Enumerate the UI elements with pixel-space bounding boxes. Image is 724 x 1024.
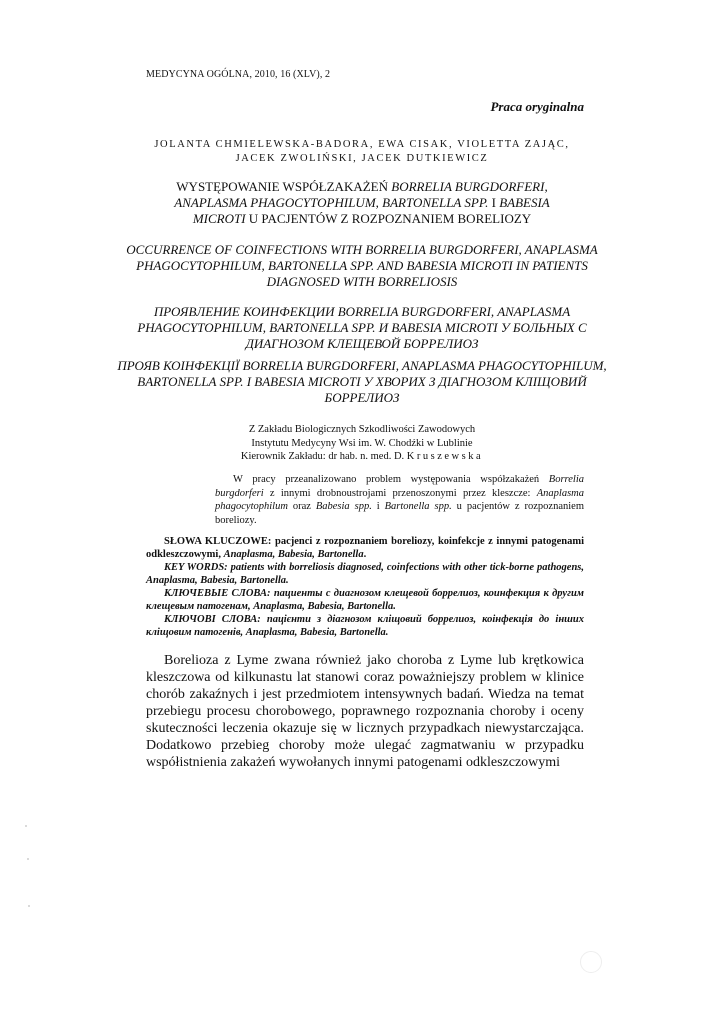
title-pl-part: WYSTĘPOWANIE WSPÓŁZAKAŻEŃ bbox=[176, 179, 392, 194]
journal-header: MEDYCYNA OGÓLNA, 2010, 16 (XLV), 2 bbox=[146, 69, 331, 80]
abstract-text: u pacjentów z rozpoznaniem boreliozy. bbox=[215, 501, 584, 526]
title-pl-part: I bbox=[488, 195, 500, 210]
abstract-text: oraz bbox=[287, 501, 316, 512]
title-pl-species: ANAPLASMA PHAGOCYTOPHILUM, BARTONELLA SPP. bbox=[174, 195, 489, 210]
affiliation-line-2: Instytutu Medycyny Wsi im. W. Chodźki w Lublinie bbox=[251, 437, 473, 449]
authors bbox=[100, 138, 624, 166]
title-pl-species: BORRELIA BURGDORFERI, bbox=[391, 179, 548, 194]
keywords-russian: КЛЮЧЕВЫЕ СЛОВА: пациенты с диагнозом клещевой боррелиоз, коинфекция к другим клещевым патогенам, Anaplasma, Babesia, Bartonella. bbox=[146, 588, 584, 612]
keywords-english: KEY WORDS: patients with borreliosis diagnosed, coinfections with other tick-borne pathogens, Anaplasma, Babesia, Bartonella. bbox=[146, 562, 584, 586]
keywords-text: pacjenci z rozpoznaniem boreliozy, koinfekcje z innymi patogenami odkleszczowymi, bbox=[146, 536, 584, 560]
abstract bbox=[215, 473, 584, 527]
affiliation-line-1: Z Zakładu Biologicznych Szkodliwości Zawodowych bbox=[248, 424, 476, 435]
abstract-species: Babesia spp. bbox=[315, 501, 372, 512]
keywords-polish: SŁOWA KLUCZOWE: pacjenci z rozpoznaniem boreliozy, koinfekcje z innymi patogenami odkleszczowymi, Anaplasma, Babesia, Bartonella. bbox=[146, 536, 584, 560]
abstract-text: z innymi drobnoustrojami przenoszonymi przez kleszcze: bbox=[263, 487, 537, 499]
keywords-block bbox=[146, 535, 584, 639]
title-pl-species: MICROTI bbox=[192, 211, 246, 226]
title-pl-species: BABESIA bbox=[499, 195, 550, 210]
scan-speck bbox=[28, 905, 30, 907]
abstract-species: Bartonella spp. bbox=[384, 501, 452, 512]
abstract-species: Anaplasma phagocytophilum bbox=[215, 487, 584, 512]
scan-speck bbox=[27, 858, 29, 860]
abstract-text: W pracy przeanalizowano problem występowania współzakażeń bbox=[233, 474, 549, 485]
keywords-species: Anaplasma, Babesia, Bartonella bbox=[223, 549, 364, 560]
watermark-icon bbox=[580, 951, 602, 973]
article-type: Praca oryginalna bbox=[490, 99, 584, 114]
title-pl-part: U PACJENTÓW Z ROZPOZNANIEM BORELIOZY bbox=[245, 211, 532, 226]
affiliation bbox=[150, 423, 574, 464]
keywords-label: SŁOWA KLUCZOWE: bbox=[164, 536, 272, 547]
keywords-ukrainian: КЛЮЧОВІ СЛОВА: пацієнти з діагнозом кліщовий боррелиоз, коінфекція до інших кліщовим патогенів, Anaplasma, Babesia, Bartonella. bbox=[146, 614, 584, 638]
title-polish bbox=[110, 179, 614, 227]
title-ukrainian: ПРОЯВ КОІНФЕКЦІЇ BORRELIA BURGDORFERI, ANAPLASMA PHAGOCYTOPHILUM, BARTONELLA SPP. І BABESIA MICROTI У ХВОРИХ З ДІАГНОЗОМ КЛІЩОВИЙ БОРРЕЛИОЗ bbox=[117, 358, 607, 405]
title-russian: ПРОЯВЛЕНИЕ КОИНФЕКЦИИ BORRELIA BURGDORFERI, ANAPLASMA PHAGOCYTOPHILUM, BARTONELLA SPP. И BABESIA MICROTI У БОЛЬНЫХ С ДИАГНОЗОМ КЛЕЩЕВОЙ БОРРЕЛИОЗ bbox=[137, 304, 587, 351]
head-label: Kierownik Zakładu: dr hab. n. med. D. bbox=[240, 451, 407, 462]
scan-speck bbox=[25, 825, 27, 827]
abstract-text: i bbox=[371, 501, 385, 512]
authors-line-1: JOLANTA CHMIELEWSKA-BADORA, EWA CISAK, VIOLETTA ZAJĄC, bbox=[154, 139, 570, 150]
affiliation-line-3 bbox=[150, 450, 574, 464]
head-name: Kruszewska bbox=[406, 451, 484, 462]
title-english: OCCURRENCE OF COINFECTIONS WITH BORRELIA BURGDORFERI, ANAPLASMA PHAGOCYTOPHILUM, BARTONELLA SPP. AND BABESIA MICROTI IN PATIENTS DIAGNOSED WITH BORRELIOSIS bbox=[126, 242, 598, 289]
authors-line-2: JACEK ZWOLIŃSKI, JACEK DUTKIEWICZ bbox=[235, 153, 489, 164]
abstract-species: Borrelia burgdorferi bbox=[215, 474, 584, 499]
body-paragraph: Borelioza z Lyme zwana również jako choroba z Lyme lub krętkowica kleszczowa od kilkunastu lat stanowi coraz poważniejszy problem w klinice chorób zakaźnych i jest przedmiotem intensywnych badań. Wiedza na temat przebiegu procesu chorobowego, poprawnego rozpoznania choroby i oceny skuteczności leczenia okazuje się w licznych przypadkach niewystarczająca. Dodatkowo przebieg choroby może ulegać zagmatwaniu w przypadku współistnienia zakażeń wywołanych innymi patogenami odkleszczowymi bbox=[146, 653, 584, 770]
